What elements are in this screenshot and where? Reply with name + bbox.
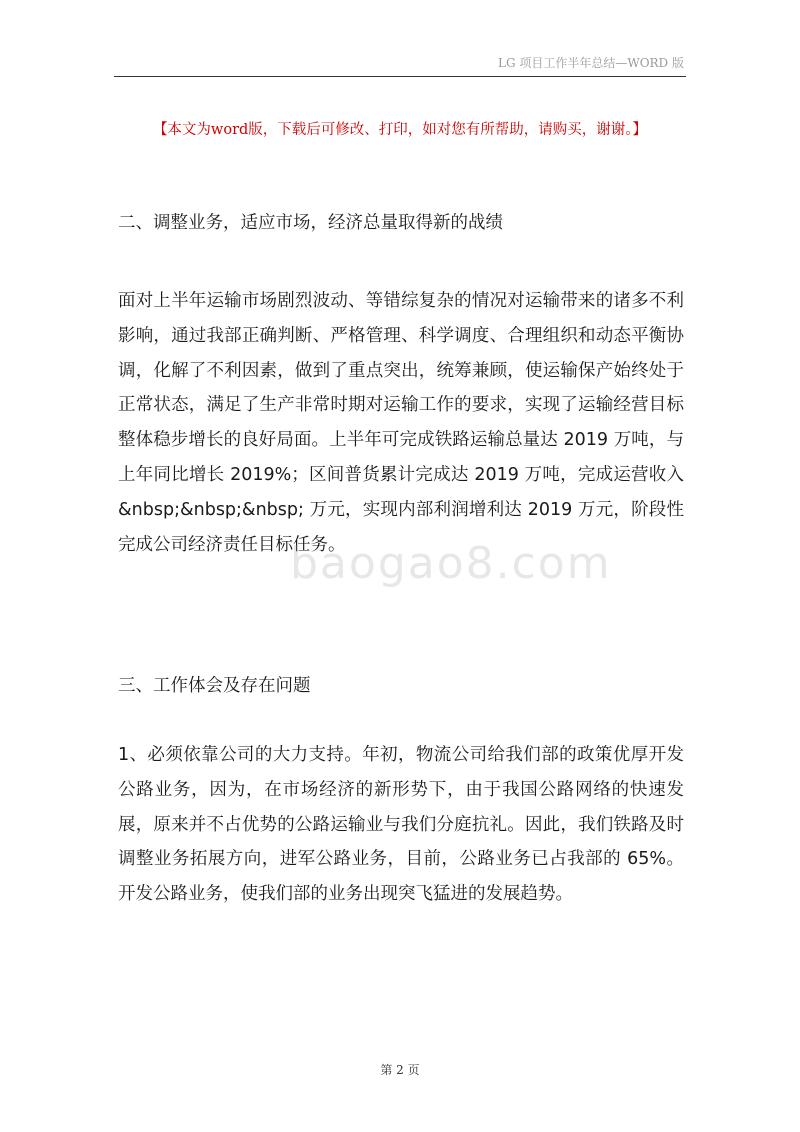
page-header-title: LG 项目工作半年总结—WORD 版 bbox=[497, 56, 684, 70]
section-paragraph-3: 1、必须依靠公司的大力支持。年初，物流公司给我们部的政策优厚开发公路业务，因为，在市场经济的新形势下，由于我国公路网络的快速发展，原来并不占优势的公路运输业与我们分庭抗礼。因此，我们铁路及时调整业务拓展方向，进军公路业务，目前，公路业务已占我部的 65%。开发公路业务，使我们部的业务出现突飞猛进的发展趋势。 bbox=[118, 745, 684, 905]
page-number: 第 2 页 bbox=[380, 1063, 420, 1077]
watermark-text: baogao8.com bbox=[290, 538, 612, 589]
section-heading-2: 二、调整业务，适应市场，经济总量取得新的战绩 bbox=[118, 213, 503, 233]
download-notice: 【本文为word版，下载后可修改、打印，如对您有所帮助，请购买，谢谢。】 bbox=[152, 122, 648, 138]
header-divider bbox=[114, 76, 686, 77]
section-heading-3: 三、工作体会及存在问题 bbox=[118, 676, 311, 696]
section-paragraph-2: 面对上半年运输市场剧烈波动、等错综复杂的情况对运输带来的诸多不利影响，通过我部正确判断、严格管理、科学调度、合理组织和动态平衡协调，化解了不利因素，做到了重点突出，统筹兼顾，使运输保产始终处于正常状态，满足了生产非常时期对运输工作的要求，实现了运输经营目标整体稳步增长的良好局面。上半年可完成铁路运输总量达 2019 万吨，与上年同比增长 2019%；区间普货累计完成达 2019 万吨，完成运营收入&nbsp;&nbsp;&nbsp; 万元，实现内部利润增利达 2019 万元，阶段性完成公司经济责任目标任务。 bbox=[118, 291, 684, 555]
